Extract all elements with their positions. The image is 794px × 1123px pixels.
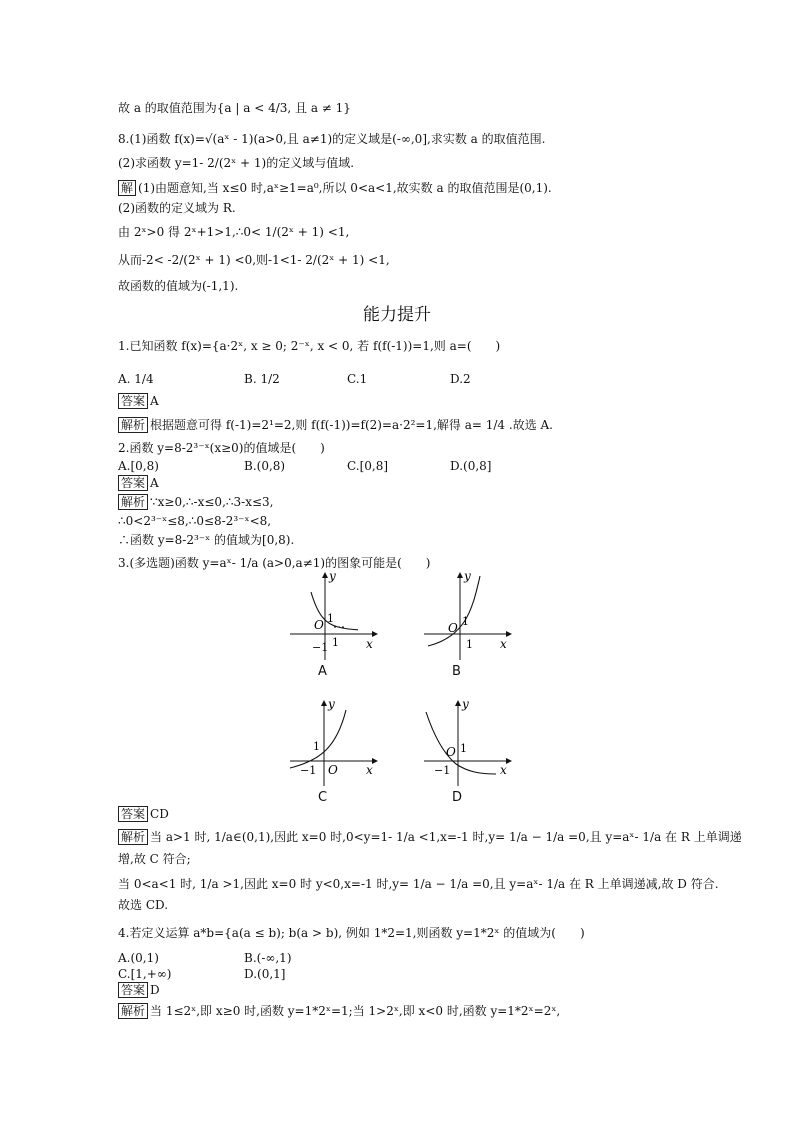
q3-explanation-1 <box>118 829 742 845</box>
graph-b-caption: B <box>452 664 461 679</box>
graph-c-caption: C <box>318 790 328 805</box>
q8-solution-1-text: (1)由题意知,当 x≤0 时,aˣ≥1=a⁰,所以 0<a<1,故实数 a 的取值范围是(0,1). <box>138 181 552 195</box>
tick-label: 1 <box>462 615 469 628</box>
q3-explanation-2: 增,故 C 符合; <box>118 852 191 866</box>
q2-stem: 2.函数 y=8-2³⁻ˣ(x≥0)的值域是( ) <box>118 441 325 455</box>
q2-option-a: A.[0,8) <box>118 459 159 473</box>
q4-option-d: D.(0,1] <box>244 967 286 981</box>
q4-explanation-text: 当 1≤2ˣ,即 x≥0 时,函数 y=1*2ˣ=1;当 1>2ˣ,即 x<0 时,函数 y=1*2ˣ=2ˣ, <box>150 1004 561 1018</box>
solution-tag: 解 <box>118 180 136 196</box>
q8-solution-4: 从而-2< -2/(2ˣ + 1) <0,则-1<1- 2/(2ˣ + 1) <1, <box>118 253 390 267</box>
y-axis-label: y <box>462 698 469 711</box>
q3-explanation-3: 当 0<a<1 时, 1/a >1,因此 x=0 时 y<0,x=-1 时,y= 1/a − 1/a =0,且 y=aˣ- 1/a 在 R 上单调递减,故 D 符合. <box>118 877 719 891</box>
q4-option-b: B.(-∞,1) <box>244 951 292 965</box>
section-heading: 能力提升 <box>363 305 431 325</box>
q3-answer-value: CD <box>150 807 169 821</box>
q3-explanation-1-text: 当 a>1 时, 1/a∈(0,1),因此 x=0 时,0<y=1- 1/a <1,x=-1 时,y= 1/a − 1/a =0,且 y=aˣ- 1/a 在 R 上单调递 <box>150 830 742 844</box>
origin-label: O <box>448 621 458 635</box>
x-axis-label: x <box>366 763 373 777</box>
graph-a <box>286 570 378 662</box>
q4-stem: 4.若定义运算 a*b={a(a ≤ b); b(a > b), 例如 1*2=1,则函数 y=1*2ˣ 的值域为( ) <box>118 926 585 940</box>
tick-label: 1 <box>466 638 473 651</box>
explanation-tag: 解析 <box>118 494 148 510</box>
tick-label: −1 <box>300 764 317 777</box>
y-axis-label: y <box>328 698 335 711</box>
q1-answer <box>118 393 159 409</box>
answer-tag: 答案 <box>118 806 148 822</box>
origin-label: O <box>314 618 324 632</box>
q2-option-c: C.[0,8] <box>347 459 389 473</box>
answer-tag: 答案 <box>118 982 148 998</box>
q2-answer <box>118 475 159 491</box>
tick-label: 1 <box>327 612 334 625</box>
q1-stem: 1.已知函数 f(x)={a·2ˣ, x ≥ 0; 2⁻ˣ, x < 0, 若 f(f(-1))=1,则 a=( ) <box>118 339 501 353</box>
q1-option-c: C.1 <box>347 372 368 386</box>
q4-explanation <box>118 1003 560 1019</box>
graph-a-caption: A <box>318 664 327 679</box>
answer-tag: 答案 <box>118 393 148 409</box>
y-axis-label: y <box>329 570 336 583</box>
x-axis-label: x <box>500 637 507 651</box>
q8-solution-3: 由 2ˣ>0 得 2ˣ+1>1,∴0< 1/(2ˣ + 1) <1, <box>118 225 350 239</box>
q1-option-b: B. 1/2 <box>244 372 280 386</box>
q8-solution-2: (2)函数的定义域为 R. <box>118 201 236 215</box>
q1-option-d: D.2 <box>450 372 471 386</box>
tick-label: 1 <box>313 740 320 753</box>
q8-part2: (2)求函数 y=1- 2/(2ˣ + 1)的定义域与值域. <box>118 156 355 170</box>
q2-option-d: D.(0,8] <box>450 459 492 473</box>
q1-explanation <box>118 417 553 433</box>
q3-answer <box>118 806 169 822</box>
q8-part1: 8.(1)函数 f(x)=√(aˣ - 1)(a>0,且 a≠1)的定义域是(-∞,0],求实数 a 的取值范围. <box>118 132 546 146</box>
graph-d-caption: D <box>452 790 463 805</box>
q4-option-c: C.[1,+∞) <box>118 967 172 981</box>
explanation-tag: 解析 <box>118 417 148 433</box>
tick-label: −1 <box>434 764 451 777</box>
origin-label: O <box>328 763 338 777</box>
q1-answer-value: A <box>150 394 159 408</box>
y-axis-label: y <box>464 570 471 583</box>
q2-explanation-1-text: ∵x≥0,∴-x≤0,∴3-x≤3, <box>150 495 274 509</box>
x-axis-label: x <box>500 763 507 777</box>
q2-option-b: B.(0,8) <box>244 459 286 473</box>
answer-tag: 答案 <box>118 475 148 491</box>
explanation-tag: 解析 <box>118 1003 148 1019</box>
q1-option-a: A. 1/4 <box>118 372 154 386</box>
origin-label: O <box>446 745 456 759</box>
q3-stem: 3.(多选题)函数 y=aˣ- 1/a (a>0,a≠1)的图象可能是( ) <box>118 556 431 570</box>
x-axis-label: x <box>366 637 373 651</box>
q4-answer-value: D <box>150 983 160 997</box>
explanation-tag: 解析 <box>118 829 148 845</box>
range-conclusion-line: 故 a 的取值范围为{a | a < 4/3, 且 a ≠ 1} <box>118 101 351 115</box>
q3-explanation-4: 故选 CD. <box>118 898 169 912</box>
graph-d <box>420 698 512 790</box>
graph-b <box>420 570 512 662</box>
q8-solution-5: 故函数的值域为(-1,1). <box>118 279 239 293</box>
q2-explanation-3: ∴函数 y=8-2³⁻ˣ 的值域为[0,8). <box>118 533 295 547</box>
q4-answer <box>118 982 160 998</box>
tick-label: 1 <box>460 742 467 755</box>
q2-explanation-1 <box>118 494 273 510</box>
tick-label: 1 <box>332 636 339 649</box>
q8-solution-1 <box>118 180 552 196</box>
q2-answer-value: A <box>150 476 159 490</box>
tick-label: −1 <box>312 641 329 654</box>
q2-explanation-2: ∴0<2³⁻ˣ≤8,∴0≤8-2³⁻ˣ<8, <box>118 514 272 528</box>
q4-option-a: A.(0,1) <box>118 951 159 965</box>
graph-c <box>286 698 378 790</box>
q1-explanation-text: 根据题意可得 f(-1)=2¹=2,则 f(f(-1))=f(2)=a·2²=1,解得 a= 1/4 .故选 A. <box>150 418 553 432</box>
